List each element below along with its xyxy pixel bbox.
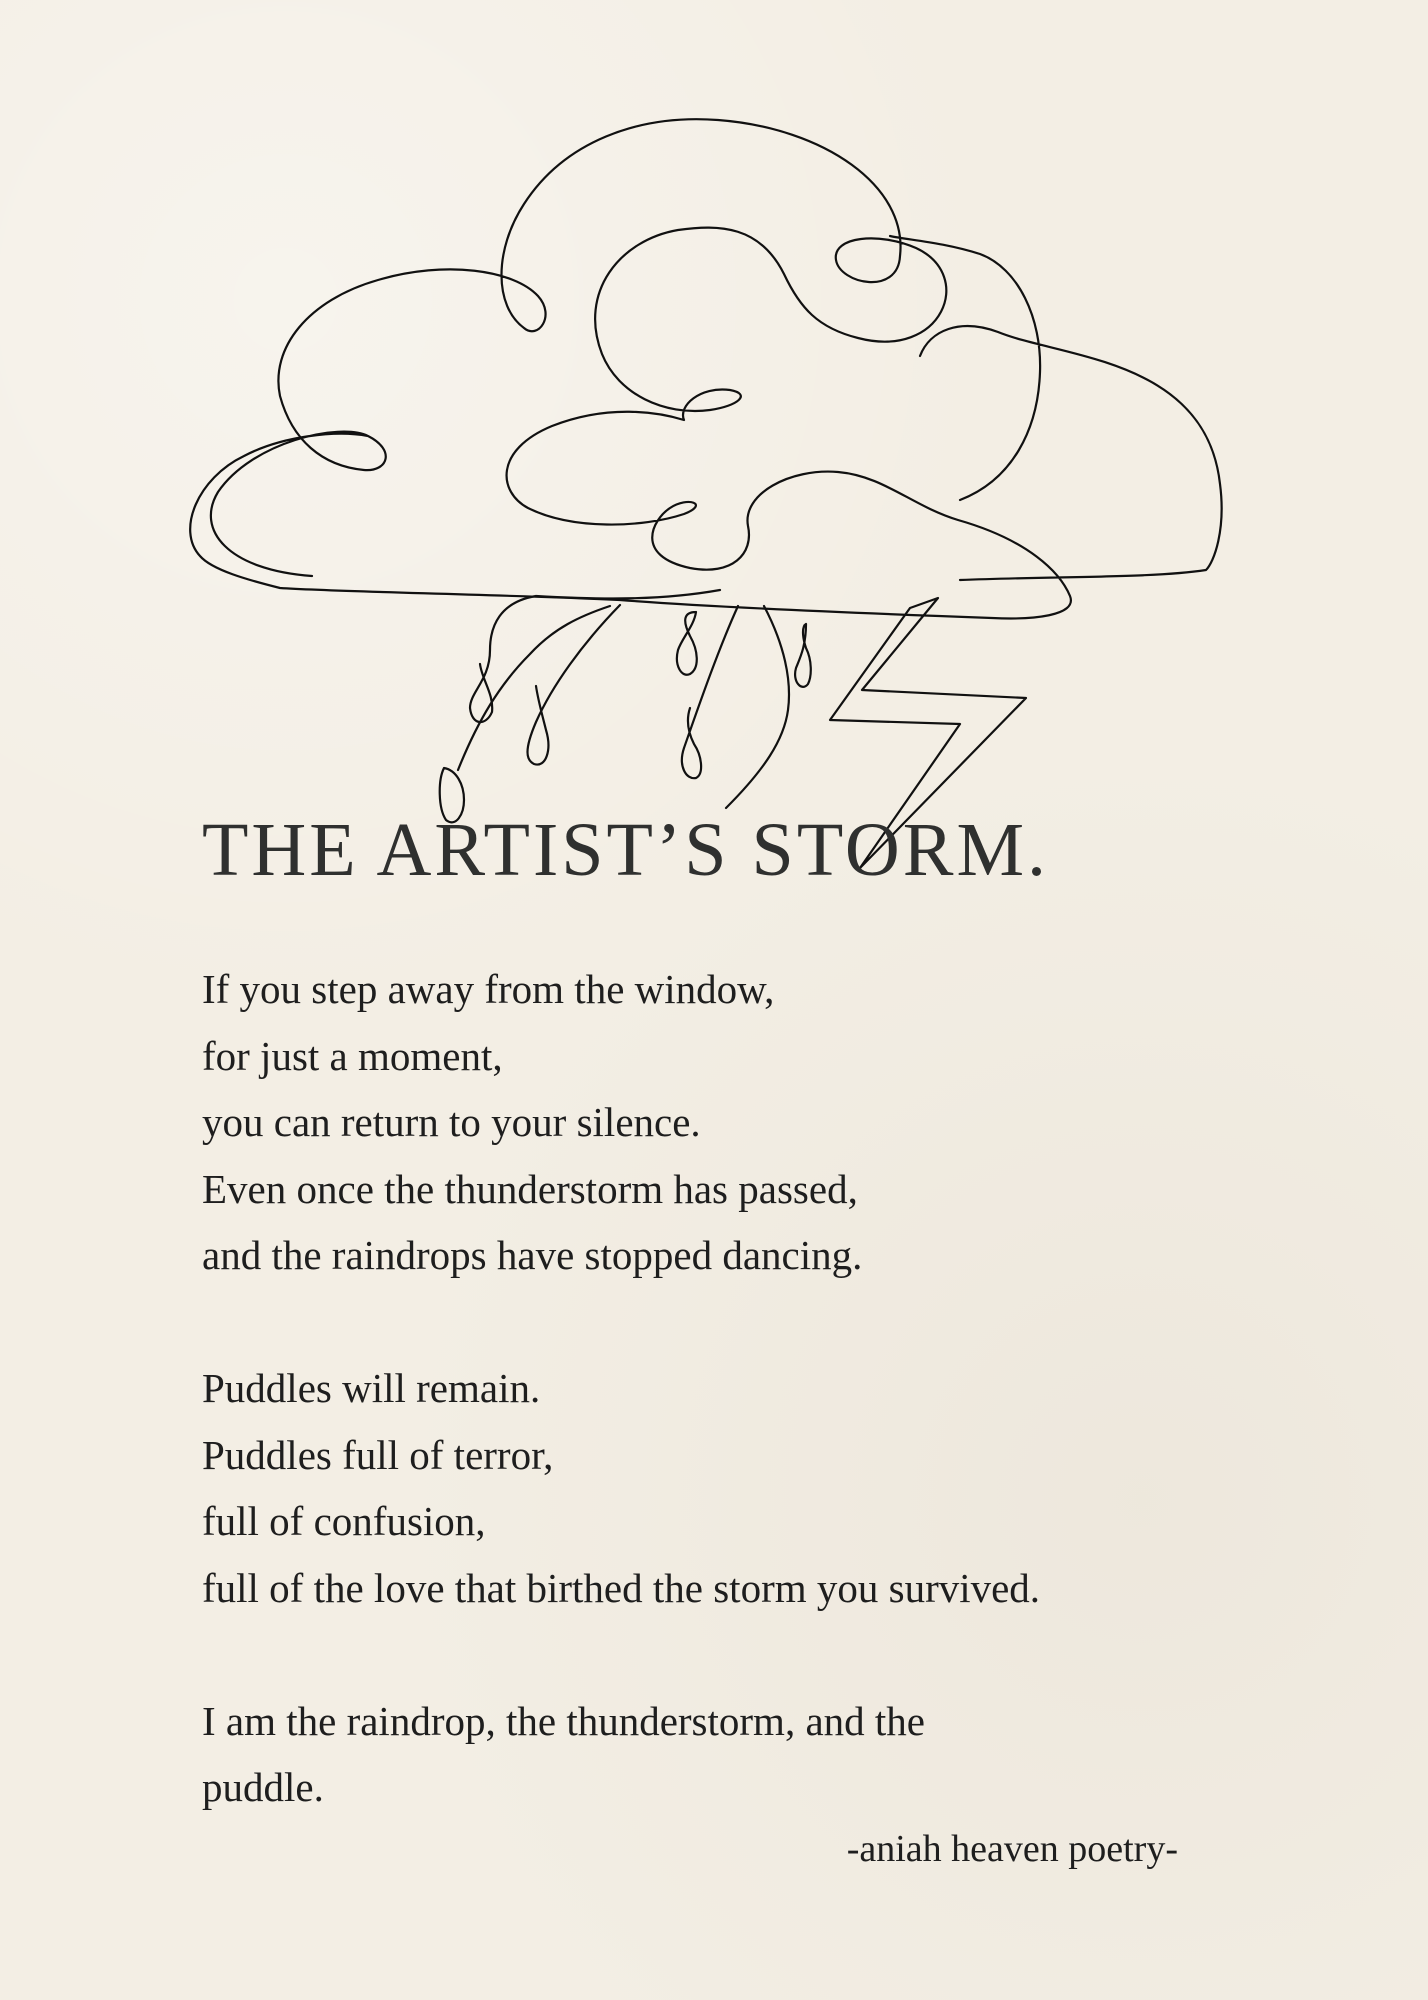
poem-title: THE ARTIST’S STORM.	[202, 808, 1050, 892]
stanza-spacer	[202, 1289, 1202, 1356]
stanza-spacer	[202, 1621, 1202, 1688]
storm-line-art	[190, 60, 1250, 820]
poem-line: Even once the thunderstorm has passed,	[202, 1165, 858, 1212]
poem-line: for just a moment,	[202, 1032, 503, 1079]
poem-line: Puddles will remain.	[202, 1365, 541, 1411]
poem-line: full of confusion,	[202, 1498, 486, 1544]
poem-line: you can return to your silence.	[202, 1099, 701, 1145]
poem-body	[202, 956, 1202, 1821]
stanza-1	[202, 956, 1202, 1289]
poem-line: puddle.	[202, 1764, 324, 1810]
poem-line: If you step away from the window,	[202, 966, 775, 1012]
cloud-icon	[190, 119, 1221, 618]
stanza-3	[202, 1688, 1202, 1821]
poem-line: Puddles full of terror,	[202, 1431, 554, 1478]
stanza-2	[202, 1355, 1202, 1621]
poet-signature: -aniah heaven poetry-	[846, 1828, 1178, 1870]
poem-line: and the raindrops have stopped dancing.	[202, 1232, 863, 1278]
storm-illustration	[190, 60, 1250, 820]
raindrop-icon	[440, 590, 811, 822]
poem-line: full of the love that birthed the storm you survived.	[202, 1564, 1041, 1611]
poem-line: I am the raindrop, the thunderstorm, and the	[202, 1697, 925, 1744]
